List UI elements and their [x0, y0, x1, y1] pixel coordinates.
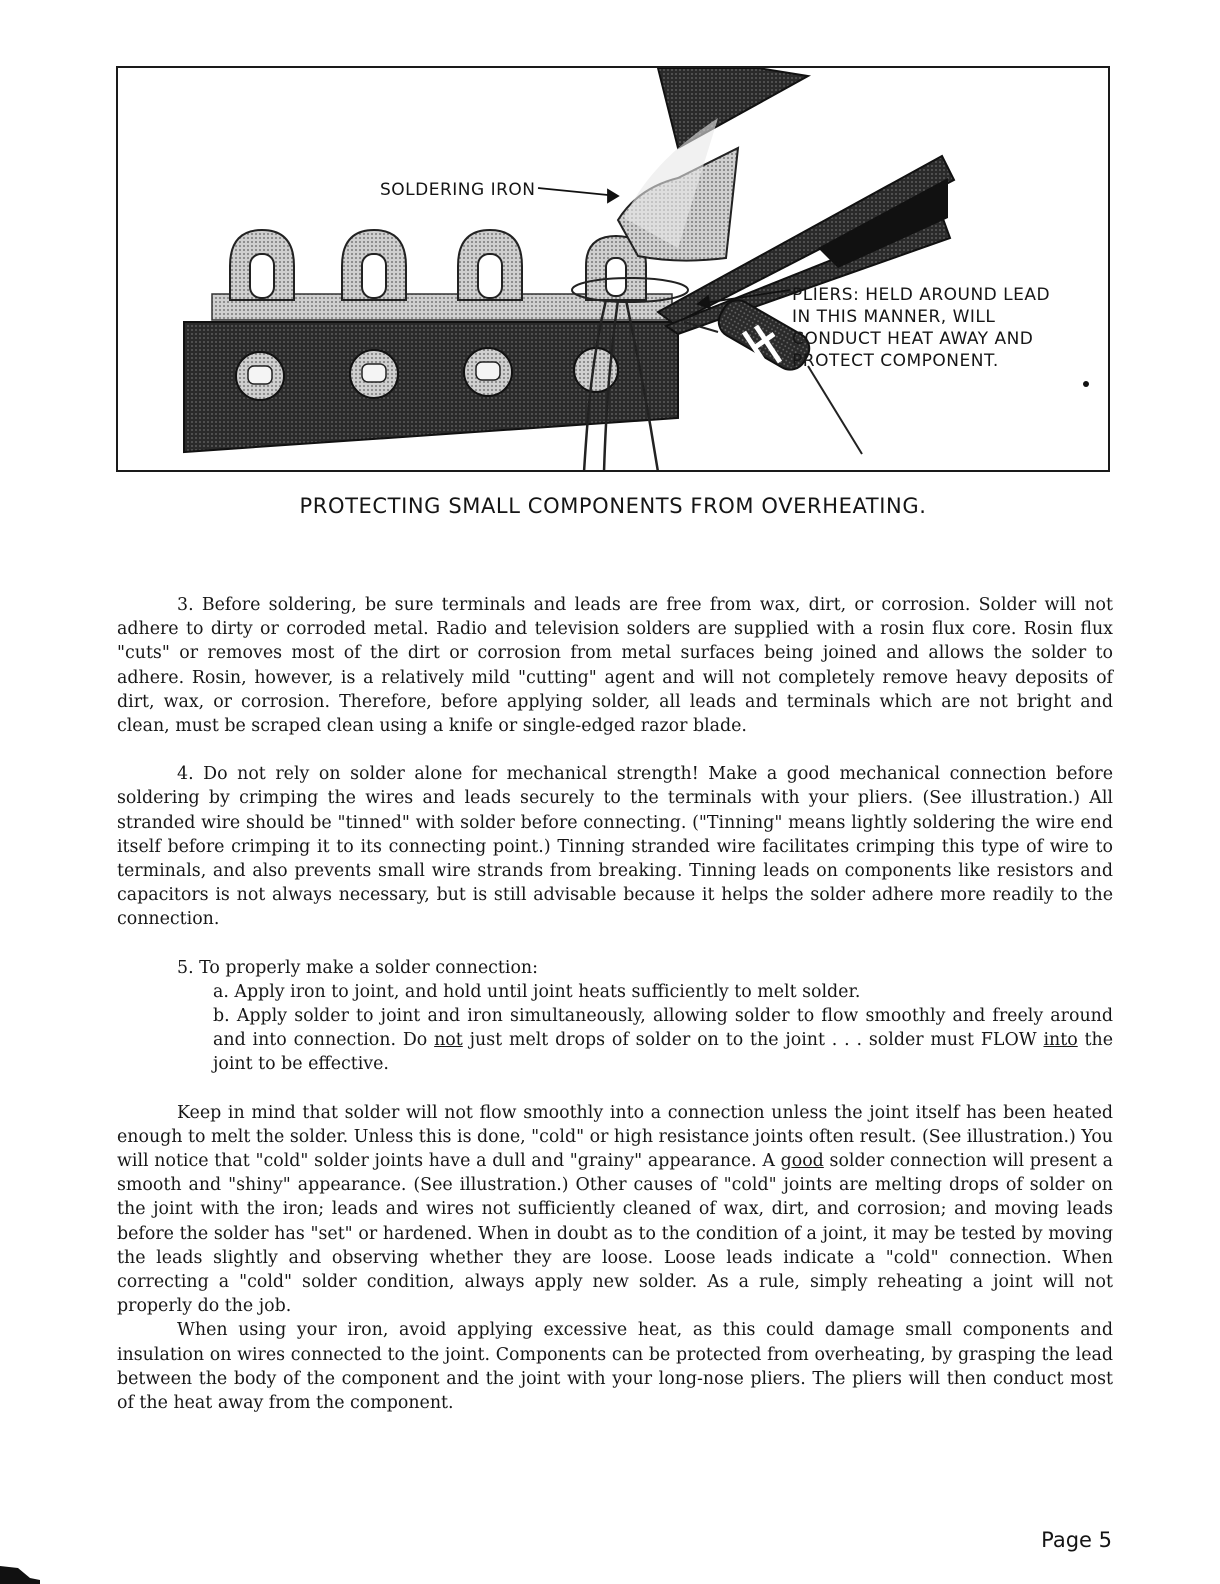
paragraph-cold-joints — [117, 1101, 1113, 1319]
figure-caption: PROTECTING SMALL COMPONENTS FROM OVERHEATING. — [299, 494, 927, 518]
cold-joints-text: Keep in mind that solder will not flow smoothly into a connection unless the joint itself has been heated enough to melt the solder. Unless this is done, "cold" or high resistance joints often result. (See illustration.) You will notice that "cold" solder joints have a dull and "grainy" appearance. A — [117, 1102, 1113, 1172]
label-pliers-line: IN THIS MANNER, WILL — [792, 307, 996, 327]
paragraph-4: 4. Do not rely on solder alone for mechanical strength! Make a good mechanical connection before soldering by crimping the wires and leads securely to the terminals with your pliers. (See illustration.) All stranded wire should be "tinned" with solder before connecting. ("Tinning" means lightly soldering the wire end itself before crimping it to its connecting point.) Tinning stranded wire facilitates crimping this type of wire to terminals, and also prevents small wire strands from breaking. Tinning leads on components like resistors and capacitors is not always necessary, but is still advisable because it helps the solder adhere more readily to the connection. — [117, 764, 1113, 930]
illustration-frame — [116, 66, 1110, 472]
scan-corner-mark — [0, 1556, 40, 1584]
step-b-text: just melt drops of solder on to the joint . . . solder must FLOW — [462, 1030, 1044, 1051]
soldering-illustration — [118, 68, 1110, 472]
dot-mark — [1083, 381, 1089, 387]
emphasis-into: into — [1043, 1030, 1078, 1051]
label-pliers-line: CONDUCT HEAT AWAY AND — [792, 329, 1034, 349]
emphasis-good: good — [780, 1151, 824, 1172]
paragraph-3: 3. Before soldering, be sure terminals and leads are free from wax, dirt, or corrosion. Solder will not adhere to dirty or corroded metal. Radio and television solders are supplied with a rosin flux core. Rosin flux "cuts" or removes most of the dirt or corrosion from metal surfaces being joined and allows the solder to adhere. Rosin, however, is a relatively mild "cutting" agent and will not completely remove heavy deposits of dirt, wax, or corrosion. Therefore, before applying solder, all leads and terminals which are not bright and clean, must be scraped clean using a knife or single-edged razor blade. — [117, 595, 1113, 737]
paragraph-excessive-heat: When using your iron, avoid applying excessive heat, as this could damage small components and insulation on wires connected to the joint. Components can be protected from overheating, by grasping the lead between the body of the component and the joint with your long-nose pliers. The pliers will then conduct most of the heat away from the component. — [117, 1320, 1113, 1414]
terminal-lug — [230, 230, 646, 300]
cold-joints-text: solder connection will present a smooth and "shiny" appearance. (See illustration.) Other causes of "cold" joints are melting drops of solder on the joint with the iron; leads and wires not sufficiently cleaned of wax, dirt, and corrosion; and moving leads before the solder has "set" or hardened. When in doubt as to the condition of a joint, it may be tested by moving the leads slightly and observing whether they are loose. Loose leads indicate a "cold" connection. When correcting a "cold" solder condition, always apply new solder. As a rule, simply reheating a joint will not properly do the job. — [117, 1151, 1113, 1317]
soldering-iron-barrel — [658, 68, 808, 148]
emphasis-not: not — [434, 1030, 463, 1051]
label-pliers-line: PLIERS: HELD AROUND LEAD — [792, 285, 1051, 305]
label-soldering-iron: SOLDERING IRON — [380, 180, 536, 200]
body-text — [117, 593, 1113, 1415]
label-pliers — [792, 284, 1050, 372]
page-number: Page 5 — [1041, 1528, 1112, 1552]
paragraph-5-heading: 5. To properly make a solder connection: — [177, 957, 538, 978]
step-b — [117, 1004, 1113, 1077]
step-a: a. Apply iron to joint, and hold until joint heats sufficiently to melt solder. — [213, 981, 861, 1002]
label-pliers-line: PROTECT COMPONENT. — [792, 351, 999, 371]
step-b-text: b. Apply solder to joint and iron simultaneously, allowing solder to flow smoothly and freely around and into connection. Do — [213, 1006, 1113, 1051]
step-b-text: the joint to be effective. — [213, 1030, 1114, 1075]
